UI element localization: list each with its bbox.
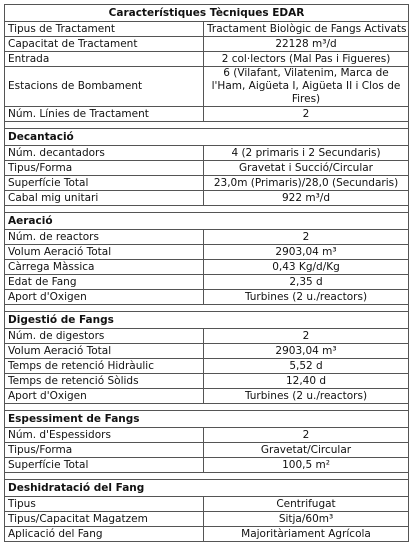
row-value: 2903,04 m³ (204, 245, 409, 260)
table-title-row (5, 5, 409, 22)
section-header-decantacio (5, 129, 409, 146)
spacer-cell (5, 122, 409, 129)
table-row (5, 344, 409, 359)
table-row (5, 527, 409, 542)
row-label: Núm. Línies de Tractament (5, 107, 204, 122)
row-label: Núm. d'Espessidors (5, 428, 204, 443)
row-label: Edat de Fang (5, 275, 204, 290)
row-label: Aport d'Oxigen (5, 389, 204, 404)
row-value: Tractament Biològic de Fangs Activats (204, 22, 409, 37)
row-label: Núm. de digestors (5, 329, 204, 344)
specs-table (4, 4, 409, 542)
row-label: Temps de retenció Hidràulic (5, 359, 204, 374)
row-label: Tipus/Capacitat Magatzem (5, 512, 204, 527)
row-label: Núm. de reactors (5, 230, 204, 245)
row-value: 12,40 d (204, 374, 409, 389)
table-row (5, 260, 409, 275)
row-label: Superfície Total (5, 458, 204, 473)
table-row (5, 443, 409, 458)
table-row (5, 146, 409, 161)
table-row (5, 512, 409, 527)
row-label: Tipus de Tractament (5, 22, 204, 37)
row-label: Càrrega Màssica (5, 260, 204, 275)
table-row (5, 191, 409, 206)
section-spacer (5, 305, 409, 312)
row-value: 6 (Vilafant, Vilatenim, Marca de l'Ham, Aigüeta I, Aigüeta II i Clos de Fires) (204, 67, 409, 107)
section-header-espessiment (5, 411, 409, 428)
row-label: Volum Aeració Total (5, 245, 204, 260)
row-value: 22128 m³/d (204, 37, 409, 52)
row-value: 922 m³/d (204, 191, 409, 206)
table-row (5, 161, 409, 176)
table-row (5, 67, 409, 107)
spacer-cell (5, 404, 409, 411)
section-header-deshidratacio (5, 480, 409, 497)
row-label: Volum Aeració Total (5, 344, 204, 359)
spacer-cell (5, 206, 409, 213)
row-value: Turbines (2 u./reactors) (204, 290, 409, 305)
row-label: Tipus/Forma (5, 161, 204, 176)
spacer-cell (5, 473, 409, 480)
table-row (5, 245, 409, 260)
row-label: Núm. decantadors (5, 146, 204, 161)
row-value: 2903,04 m³ (204, 344, 409, 359)
row-value: 100,5 m² (204, 458, 409, 473)
table-row (5, 428, 409, 443)
section-spacer (5, 206, 409, 213)
row-value: 2 (204, 230, 409, 245)
spacer-cell (5, 305, 409, 312)
section-heading: Aeració (5, 213, 409, 230)
table-row (5, 329, 409, 344)
table-row (5, 107, 409, 122)
table-row (5, 290, 409, 305)
table-row (5, 22, 409, 37)
section-spacer (5, 122, 409, 129)
section-heading: Decantació (5, 129, 409, 146)
row-value: 0,43 Kg/d/Kg (204, 260, 409, 275)
row-value: 2 (204, 329, 409, 344)
table-row (5, 458, 409, 473)
table-row (5, 230, 409, 245)
row-label: Aport d'Oxigen (5, 290, 204, 305)
table-row (5, 389, 409, 404)
row-label: Estacions de Bombament (5, 67, 204, 107)
row-label: Cabal mig unitari (5, 191, 204, 206)
row-label: Tipus (5, 497, 204, 512)
row-value: Gravetat/Circular (204, 443, 409, 458)
section-spacer (5, 473, 409, 480)
table-row (5, 176, 409, 191)
row-value: 2 (204, 107, 409, 122)
section-heading: Digestió de Fangs (5, 312, 409, 329)
row-label: Capacitat de Tractament (5, 37, 204, 52)
table-row (5, 275, 409, 290)
row-value: Turbines (2 u./reactors) (204, 389, 409, 404)
table-row (5, 374, 409, 389)
section-header-digestio (5, 312, 409, 329)
row-label: Superfície Total (5, 176, 204, 191)
row-value: 4 (2 primaris i 2 Secundaris) (204, 146, 409, 161)
table-row (5, 497, 409, 512)
row-value: 5,52 d (204, 359, 409, 374)
row-value: 2 (204, 428, 409, 443)
row-value: 23,0m (Primaris)/28,0 (Secundaris) (204, 176, 409, 191)
row-value: Gravetat i Succió/Circular (204, 161, 409, 176)
row-label: Aplicació del Fang (5, 527, 204, 542)
section-heading: Deshidratació del Fang (5, 480, 409, 497)
row-label: Entrada (5, 52, 204, 67)
technical-specs-sheet (4, 4, 408, 542)
row-label: Temps de retenció Sòlids (5, 374, 204, 389)
section-heading: Espessiment de Fangs (5, 411, 409, 428)
row-value: Centrifugat (204, 497, 409, 512)
row-value: Sitja/60m³ (204, 512, 409, 527)
row-value: Majoritàriament Agrícola (204, 527, 409, 542)
table-row (5, 52, 409, 67)
section-spacer (5, 404, 409, 411)
section-header-aeracio (5, 213, 409, 230)
row-label: Tipus/Forma (5, 443, 204, 458)
table-title: Característiques Tècniques EDAR (5, 5, 409, 22)
row-value: 2 col·lectors (Mal Pas i Figueres) (204, 52, 409, 67)
table-row (5, 37, 409, 52)
table-row (5, 359, 409, 374)
row-value: 2,35 d (204, 275, 409, 290)
